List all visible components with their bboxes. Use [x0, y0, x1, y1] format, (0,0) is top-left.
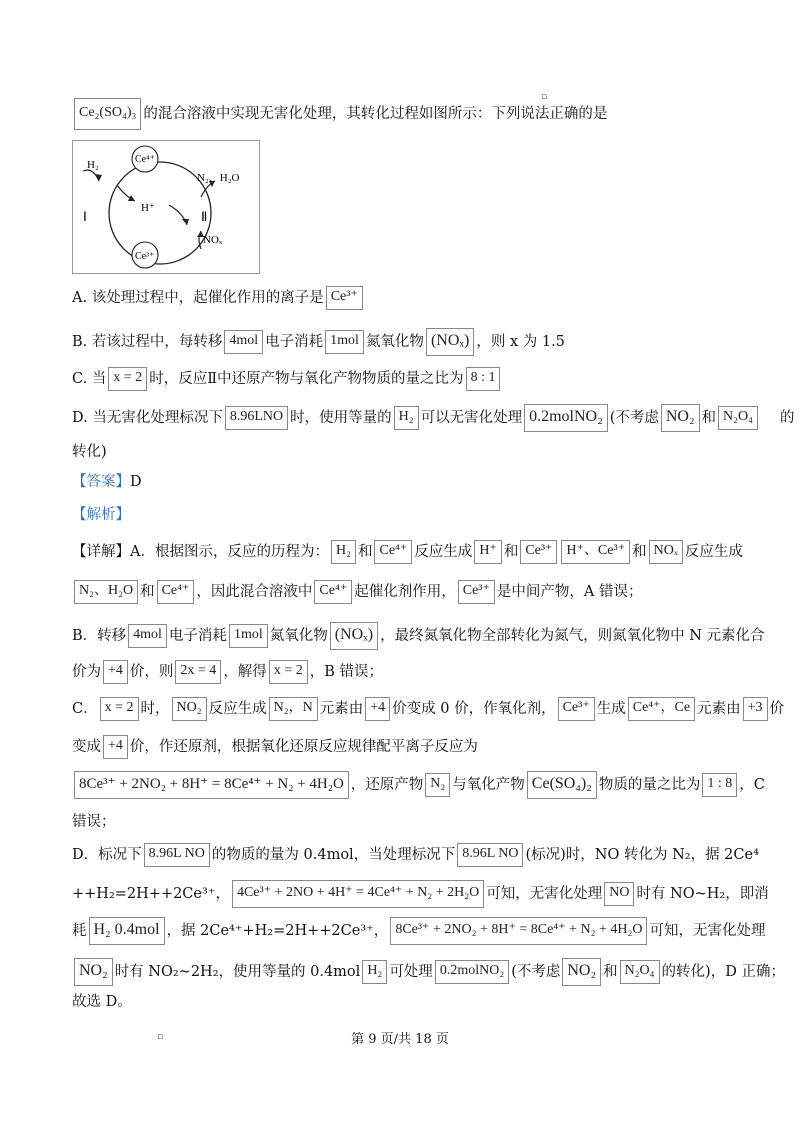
formula-box: 0.2molNO₂ — [435, 960, 509, 984]
fig-stage-1: Ⅰ — [83, 209, 87, 224]
detail-line-9 — [72, 843, 759, 867]
text: 起催化剂作用， — [354, 584, 456, 600]
formula-box: Ce(SO₄)₂ — [527, 771, 597, 799]
formula-box: x = 2 — [108, 367, 147, 391]
formula-box: 2x = 4 — [175, 660, 221, 684]
text: 与氧化产物 — [452, 777, 525, 793]
text: 可知，无害化处理 — [649, 923, 766, 939]
cycle-svg — [73, 141, 259, 273]
detail-line-3 — [72, 622, 765, 650]
text: 电子消耗 — [265, 334, 324, 350]
text: (不考虑 — [609, 410, 659, 426]
text: 可以无害化处理 — [420, 410, 523, 426]
equation-box: 8Ce³⁺ + 2NO₂ + 8H⁺ = 8Ce⁴⁺ + N₂ + 4H₂O — [74, 771, 349, 799]
text: (标况)时，NO 转化为 N₂，据 2Ce⁴ — [525, 847, 759, 863]
formula-box: Ce³⁺ — [458, 580, 495, 604]
fig-products-label: N₂、H₂O — [197, 172, 240, 184]
text: 是中间产物，A 错误； — [496, 584, 643, 600]
formula-box: x = 2 — [269, 660, 308, 684]
answer-line — [72, 470, 744, 494]
fig-h2-label: H₂ — [87, 159, 99, 171]
text: 元素由 — [697, 701, 741, 717]
text: 时，反应Ⅱ中还原产物与氧化产物物质的量之比为 — [149, 371, 464, 387]
formula-box: Ce³⁺ — [520, 540, 557, 564]
text: 的转化)，D 正确； — [661, 964, 785, 980]
text: 时，使用等量的 — [290, 410, 392, 426]
option-b — [72, 328, 744, 356]
text: 转化) — [72, 444, 107, 460]
text: 和 — [140, 584, 155, 600]
formula-box: N₂、H₂O — [74, 580, 138, 604]
text: 反应生成 — [208, 701, 267, 717]
formula-box: H₂ — [331, 540, 356, 564]
text: ，C — [739, 777, 765, 793]
text: 的量之比为 — [627, 777, 701, 793]
formula-box: 8.96L NO — [144, 843, 210, 867]
formula-box: NO₂ — [661, 404, 700, 432]
reaction-cycle-figure — [72, 140, 260, 274]
formula-box: 8.96LNO — [225, 406, 288, 430]
formula-box: 8.96L NO — [457, 843, 523, 867]
formula-box: 1mol — [229, 624, 268, 648]
formula-box: 0.2molNO₂ — [524, 404, 608, 432]
text: 反应生成 — [684, 544, 743, 560]
text: 反应生成 — [414, 544, 473, 560]
text: ，解得 — [223, 664, 267, 680]
option-a-text: A. 该处理过程中，起催化作用的离子是 — [72, 290, 324, 306]
fig-hplus-label: H⁺ — [141, 202, 155, 214]
question-stem — [72, 98, 744, 130]
text: 和 — [632, 544, 647, 560]
text: 可处理 — [389, 964, 433, 980]
formula-box: Ce⁴⁺ — [157, 580, 195, 604]
answer-value: D — [130, 474, 142, 490]
text: ，还原产物 — [350, 777, 424, 793]
formula-box: Ce⁴⁺ — [314, 580, 352, 604]
formula-box: x = 2 — [100, 697, 139, 721]
text: 错误； — [72, 814, 116, 830]
formula-box: (NOₓ) — [330, 622, 378, 650]
page-footer: 第 9 页/共 18 页 — [351, 1032, 449, 1047]
text: ，因此混合溶液中 — [196, 584, 313, 600]
detail-line-4 — [72, 660, 744, 684]
text: ，最终氮氧化物全部转化为氮气，则氮氧化物中 N 元素化合 — [380, 628, 765, 644]
stem-text: 的混合溶液中实现无害化处理，其转化过程如图所示：下列说法正确的是 — [143, 106, 608, 122]
text: ，B 错误； — [309, 664, 383, 680]
detail-line-5 — [72, 697, 785, 721]
formula-box: NO — [604, 882, 634, 906]
detail-line-10 — [72, 880, 769, 908]
text: C． — [72, 701, 98, 717]
fig-ce4-label: Ce⁴⁺ — [135, 154, 155, 165]
text: (不考虑 — [511, 964, 561, 980]
text: 和 — [603, 964, 618, 980]
formula-box: H⁺ — [474, 540, 502, 564]
text: 和 — [503, 544, 519, 560]
text: 和 — [357, 544, 373, 560]
formula-box: NO₂ — [74, 958, 113, 986]
formula-box: H₂ 0.4mol — [89, 917, 165, 945]
formula-box: (NOₓ) — [426, 328, 474, 356]
formula-box: 1mol — [325, 330, 364, 354]
option-a — [72, 286, 744, 310]
formula-box: NO₂ — [172, 697, 207, 721]
fig-stage-2: Ⅱ — [201, 209, 208, 224]
text: 价，则 — [129, 664, 174, 680]
text: 时有 NO~H₂，即消 — [636, 886, 769, 902]
formula-box: Ce³⁺ — [326, 286, 363, 310]
text: 电子消耗 — [168, 628, 227, 644]
equation-box: 4Ce³⁺ + 2NO + 4H⁺ = 4Ce⁴⁺ + N₂ + 2H₂O — [232, 880, 484, 908]
text: B. 若该过程中，每转移 — [72, 334, 223, 350]
tiny-marker: ▫ — [541, 92, 548, 102]
formula-box: 8 : 1 — [466, 367, 501, 391]
formula-box: H⁺、Ce³⁺ — [561, 540, 630, 564]
formula-box: N₂，N — [269, 697, 318, 721]
formula-box: NOₓ — [649, 540, 683, 564]
text: 和 — [701, 410, 717, 426]
text: 的 — [780, 410, 795, 426]
text: ++H₂=2H++2Ce³⁺， — [72, 886, 230, 902]
formula-box: NO₂ — [562, 958, 601, 986]
detail-line-7 — [72, 771, 765, 799]
text: 故选 D。 — [72, 994, 132, 1010]
text: 耗 — [72, 923, 87, 939]
equation-box: 8Ce³⁺ + 2NO₂ + 8H⁺ = 8Ce⁴⁺ + N₂ + 4H₂O — [390, 917, 647, 945]
detail-line-8 — [72, 810, 744, 834]
formula-box: N₂O₄ — [718, 406, 758, 430]
analysis-label: 【解析】 — [72, 507, 130, 523]
detail-line-6 — [72, 735, 744, 759]
option-d-cont — [72, 440, 744, 464]
text: 价 — [769, 701, 785, 717]
text: 的物质的量为 0.4mol，当处理标况下 — [211, 847, 456, 863]
text: D. 当无害化处理标况下 — [72, 410, 223, 426]
text: 元素由 — [319, 701, 364, 717]
formula-box: N₂ — [425, 773, 450, 797]
tiny-marker: ▫ — [157, 1032, 164, 1042]
fig-ce3-label: Ce³⁺ — [135, 251, 155, 262]
detail-line-13 — [72, 990, 744, 1014]
detail-line-1 — [72, 540, 744, 564]
text: B．转移 — [72, 628, 127, 644]
text: 时， — [140, 701, 170, 717]
text: 氮氧化物 — [365, 334, 424, 350]
option-c — [72, 367, 744, 391]
text: 氮氧化物 — [269, 628, 328, 644]
text: ，据 2Ce⁴⁺+H₂=2H++2Ce³⁺， — [166, 923, 389, 939]
text: 价，作还原剂，根据氧化还原反应规律配平离子反应为 — [129, 739, 478, 755]
formula-box: H₂ — [394, 406, 419, 430]
formula-box: Ce⁴⁺ — [374, 540, 412, 564]
option-d — [72, 404, 795, 432]
formula-box: H₂ — [362, 960, 387, 984]
fig-nox-label: NOₓ — [203, 234, 223, 246]
text: 价变成 0 价，作氧化剂， — [392, 701, 556, 717]
text: 物质 — [598, 777, 628, 793]
text: 时有 NO₂~2H₂，使用等量的 0.4mol — [114, 964, 361, 980]
formula-box: Ce⁴⁺，Ce — [628, 697, 695, 721]
formula-box: +4 — [365, 697, 390, 721]
formula-box: +4 — [103, 660, 128, 684]
text: ，则 x 为 1.5 — [476, 334, 565, 350]
text: 价为 — [72, 664, 101, 680]
text: C. 当 — [72, 371, 107, 387]
answer-label: 【答案】 — [72, 474, 130, 490]
detail-line-12 — [72, 958, 785, 986]
detail-line-2 — [72, 580, 744, 604]
formula-box: Ce³⁺ — [558, 697, 595, 721]
formula-box: Ce₂(SO₄)₃ — [74, 98, 141, 130]
detail-line-11 — [72, 917, 766, 945]
text: 【详解】A．根据图示，反应的历程为： — [72, 544, 329, 560]
text: 变成 — [72, 739, 101, 755]
text: D．标况下 — [72, 847, 142, 863]
text: 可知，无害化处理 — [486, 886, 603, 902]
formula-box: 4mol — [224, 330, 263, 354]
formula-box: 4mol — [128, 624, 167, 648]
analysis-line — [72, 503, 744, 527]
formula-box: +3 — [743, 697, 768, 721]
formula-box: 1 : 8 — [702, 773, 737, 797]
formula-box: N₂O₄ — [620, 960, 660, 984]
formula-box: +4 — [103, 735, 128, 759]
text: 生成 — [596, 701, 626, 717]
